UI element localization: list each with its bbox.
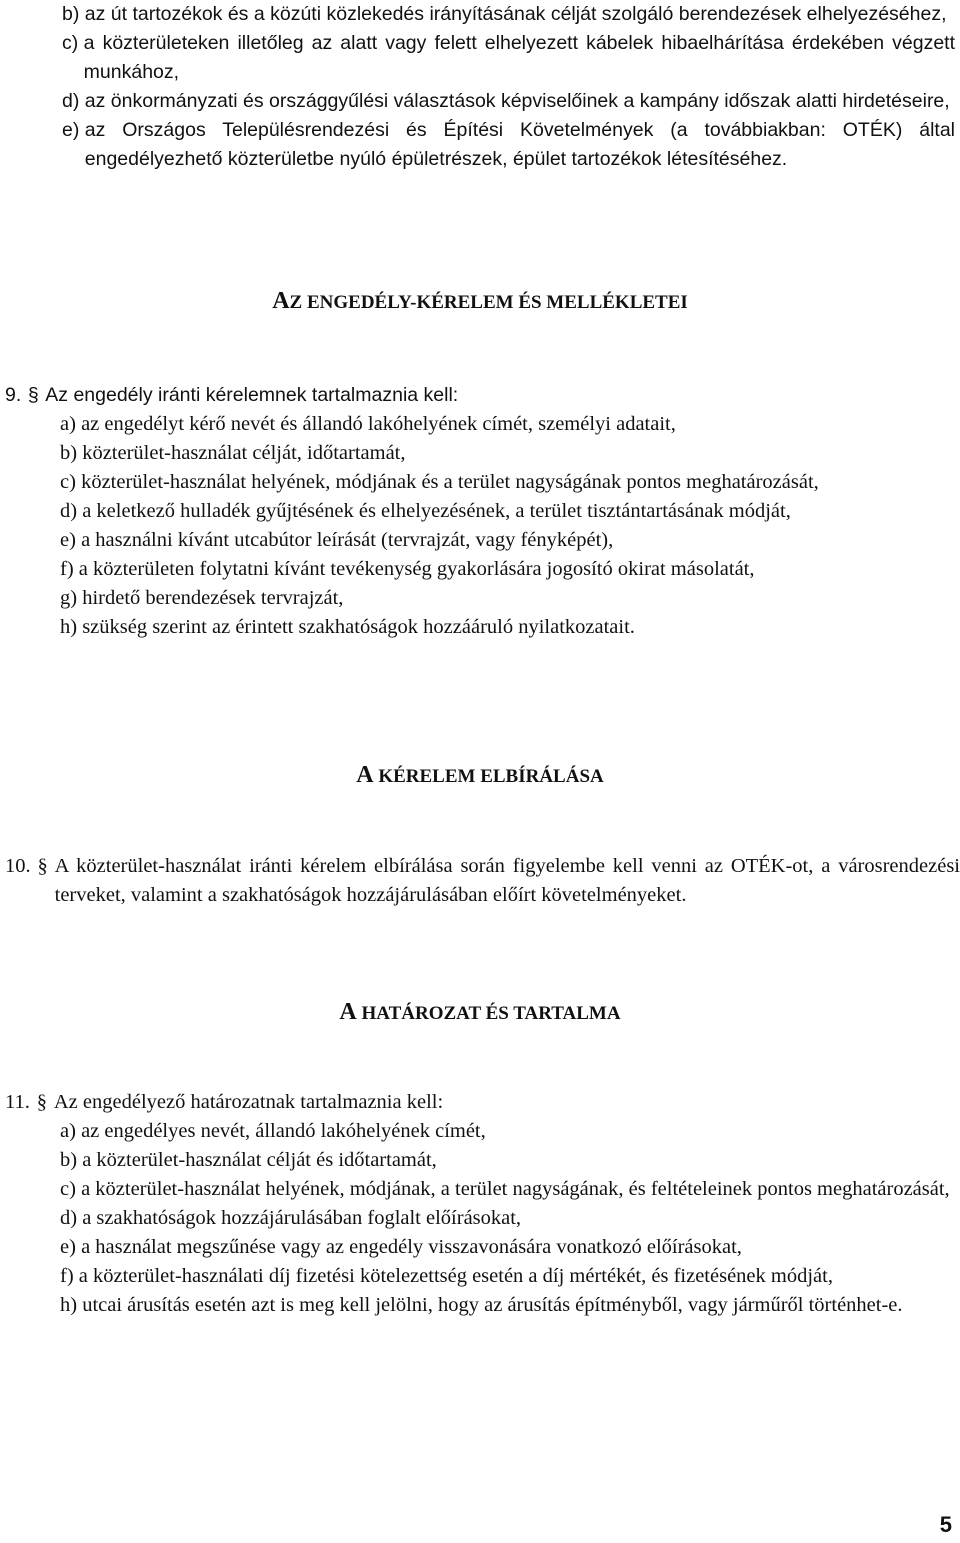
section-10 bbox=[5, 852, 960, 910]
list-item bbox=[62, 87, 955, 116]
list-item bbox=[60, 1291, 955, 1320]
list-item-label: a) bbox=[60, 1120, 82, 1142]
heading-decision-content bbox=[0, 999, 960, 1026]
heading-rest: HATÁROZAT ÉS TARTALMA bbox=[356, 1003, 621, 1024]
list-item-text: az engedélyes nevét, állandó lakóhelyének címét, bbox=[81, 1120, 486, 1142]
list-item bbox=[62, 29, 955, 87]
section-9-list bbox=[60, 410, 955, 642]
heading-rest: Z ENGEDÉLY-KÉRELEM ÉS MELLÉKLETEI bbox=[289, 292, 688, 313]
list-item bbox=[60, 584, 955, 613]
section-text: A közterület-használat iránti kérelem elbírálása során figyelembe kell venni az OTÉK-ot, a városrendezési terveket, valamint a szakhatóságok hozzájárulásában előírt követelményeket. bbox=[54, 855, 960, 906]
heading-initial: A bbox=[272, 288, 290, 314]
list-item-text: a közterületen folytatni kívánt tevékenység gyakorlására jogosító okirat másolatát, bbox=[78, 558, 755, 580]
list-item-text: a közterületeken illetőleg az alatt vagy felett elhelyezett kábelek hibaelhárítása érdekében végzett munkához, bbox=[83, 32, 955, 83]
list-item bbox=[60, 1175, 955, 1204]
list-item-text: a használni kívánt utcabútor leírását (tervrajzát, vagy fényképét), bbox=[81, 529, 614, 551]
list-item-text: a közterület-használat helyének, módjának, a terület nagyságának, és feltételeinek pontos meghatározását, bbox=[81, 1178, 950, 1200]
list-item-label: c) bbox=[60, 1178, 82, 1200]
list-item bbox=[60, 555, 955, 584]
list-item-label: d) bbox=[60, 1207, 83, 1229]
list-item-text: a közterület-használat célját és időtartamát, bbox=[82, 1149, 437, 1171]
section-9-header bbox=[5, 381, 960, 410]
list-item-label: d) bbox=[60, 500, 83, 522]
list-item-text: a használat megszűnése vagy az engedély visszavonására vonatkozó előírásokat, bbox=[81, 1236, 742, 1258]
paragraph-sign: § bbox=[27, 384, 39, 406]
list-item bbox=[62, 0, 955, 29]
list-item bbox=[60, 468, 955, 497]
list-item-label: d) bbox=[62, 90, 85, 112]
section-number: 11. bbox=[5, 1091, 30, 1113]
list-item bbox=[60, 1262, 955, 1291]
list-item bbox=[60, 410, 955, 439]
list-item-label: b) bbox=[60, 1149, 83, 1171]
heading-initial: A bbox=[339, 999, 357, 1025]
list-item-label: c) bbox=[62, 32, 84, 54]
list-item-text: az út tartozékok és a közúti közlekedés irányításának célját szolgáló berendezések elhelyezéséhez, bbox=[84, 3, 947, 25]
list-item-label: c) bbox=[60, 471, 82, 493]
list-item-text: közterület-használat helyének, módjának és a terület nagyságának pontos meghatározását, bbox=[81, 471, 819, 493]
list-item-text: az engedélyt kérő nevét és állandó lakóhelyének címét, személyi adatait, bbox=[81, 413, 676, 435]
page-number: 5 bbox=[939, 1512, 952, 1537]
list-item-label: e) bbox=[60, 529, 82, 551]
heading-application-attachments bbox=[0, 288, 960, 315]
heading-rest: KÉRELEM ELBÍRÁLÁSA bbox=[373, 766, 604, 787]
list-item-text: az önkormányzati és országgyűlési választások képviselőinek a kampány időszak alatti hirdetéseire, bbox=[84, 90, 950, 112]
section-number: 9. bbox=[5, 384, 22, 406]
list-item-label: f) bbox=[60, 558, 79, 580]
list-item bbox=[60, 1233, 955, 1262]
list-item-label: b) bbox=[60, 442, 83, 464]
list-item-label: e) bbox=[62, 119, 85, 141]
list-item-text: szükség szerint az érintett szakhatóságok hozzááruló nyilatkozatait. bbox=[82, 616, 635, 638]
list-item-text: utcai árusítás esetén azt is meg kell jelölni, hogy az árusítás építményből, vagy járműről történhet-e. bbox=[82, 1294, 903, 1316]
list-item bbox=[62, 116, 955, 174]
section-intro: Az engedély iránti kérelemnek tartalmaznia kell: bbox=[45, 384, 459, 406]
section-intro: Az engedélyező határozatnak tartalmaznia kell: bbox=[53, 1091, 444, 1113]
list-item-label: g) bbox=[60, 587, 83, 609]
list-item bbox=[60, 1117, 955, 1146]
list-item bbox=[60, 526, 955, 555]
list-item bbox=[60, 613, 955, 642]
list-item bbox=[60, 1204, 955, 1233]
list-item-label: b) bbox=[62, 3, 85, 25]
list-item-label: f) bbox=[60, 1265, 79, 1287]
paragraph-sign: § bbox=[36, 1091, 47, 1113]
paragraph-sign: § bbox=[37, 855, 48, 877]
section-11-list bbox=[60, 1117, 955, 1320]
list-item-label: h) bbox=[60, 1294, 83, 1316]
list-item-label: e) bbox=[60, 1236, 82, 1258]
list-item-text: hirdető berendezések tervrajzát, bbox=[82, 587, 344, 609]
list-item-label: a) bbox=[60, 413, 82, 435]
list-item bbox=[60, 497, 955, 526]
list-item-text: a közterület-használati díj fizetési kötelezettség esetén a díj mértékét, és fizetésének módját, bbox=[78, 1265, 833, 1287]
list-item-label: h) bbox=[60, 616, 83, 638]
list-item-text: az Országos Településrendezési és Építési Követelmények (a továbbiakban: OTÉK) által engedélyezhető közterületbe nyúló épületrészek, épület tartozékok létesítéséhez. bbox=[84, 119, 955, 170]
list-item bbox=[60, 439, 955, 468]
list-item bbox=[60, 1146, 955, 1175]
heading-application-review bbox=[0, 762, 960, 789]
list-item-text: a szakhatóságok hozzájárulásában foglalt előírásokat, bbox=[82, 1207, 522, 1229]
list-item-text: közterület-használat célját, időtartamát, bbox=[82, 442, 406, 464]
continued-list bbox=[62, 0, 955, 174]
list-item-text: a keletkező hulladék gyűjtésének és elhelyezésének, a terület tisztántartásának módját, bbox=[82, 500, 791, 522]
heading-initial: A bbox=[356, 762, 374, 788]
section-11-header bbox=[5, 1088, 960, 1117]
section-number: 10. bbox=[5, 855, 31, 877]
